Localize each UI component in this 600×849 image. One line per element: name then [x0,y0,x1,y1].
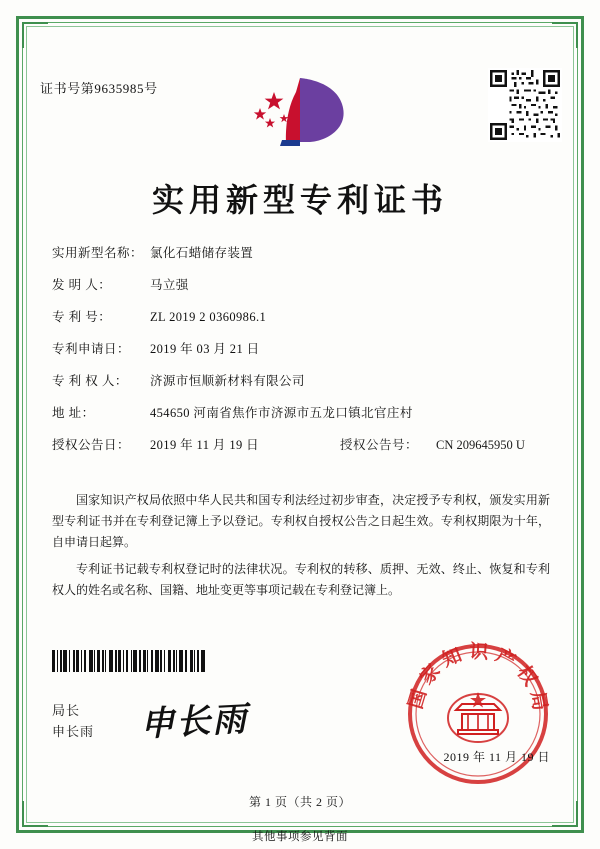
field-label: 专利申请日： [52,342,131,356]
field-row-patentee [52,372,548,390]
page-title: 实用新型专利证书 [151,181,448,219]
grant-date-label: 授权公告日： [52,438,131,452]
field-value: 454650 河南省焦作市济源市五龙口镇北官庄村 [150,406,413,420]
field-value: 氯化石蜡储存装置 [150,246,254,260]
qr-code-icon [488,68,562,142]
page-number: 第 1 页（共 2 页） [248,795,351,809]
field-value: ZL 2019 2 0360986.1 [150,310,267,324]
grant-number-value: CN 209645950 U [436,438,525,452]
corner-ornament-top-right [552,22,578,48]
footer-note: 其他事项参见背面 [252,831,348,843]
field-row-address [52,404,548,422]
official-seal [404,640,552,788]
field-value: 马立强 [150,278,189,292]
certificate-number: 证书号第9635985号 [40,81,158,96]
field-label: 实用新型名称： [52,246,144,260]
grant-date-value: 2019 年 11 月 19 日 [150,438,260,452]
field-row-inventor [52,276,548,294]
field-row-name [52,244,548,262]
field-label: 地 址： [52,406,95,420]
legal-text [52,490,550,607]
field-label: 发 明 人： [52,278,112,292]
corner-ornament-top-left [22,22,48,48]
field-row-grant-announcement [52,436,548,454]
svg-text:国家知识产权局: 国家知识产权局 [404,640,552,718]
director-name: 申长雨 [52,724,95,739]
legal-paragraph-1: 国家知识产权局依照中华人民共和国专利法经过初步审查，决定授予专利权，颁发实用新型专利证书并在专利登记簿上予以登记。专利权自授权公告之日起生效。专利权期限为十年，自申请日起算。 [52,493,550,549]
handwritten-signature: 申长雨 [139,699,250,745]
field-value: 2019 年 03 月 21 日 [150,342,260,356]
field-list [52,244,548,468]
field-label: 专 利 号： [52,310,112,324]
field-value: 济源市恒顺新材料有限公司 [150,374,305,388]
director-title: 局长 [52,703,81,718]
legal-paragraph-2: 专利证书记载专利权登记时的法律状况。专利权的转移、质押、无效、终止、恢复和专利权人的姓名或名称、国籍、地址变更等事项记载在专利登记簿上。 [52,562,550,597]
grant-number-label: 授权公告号： [340,438,419,452]
field-row-application-date [52,340,548,358]
field-label: 专 利 权 人： [52,374,128,388]
signature-labels [52,700,94,742]
patent-office-logo-icon [238,70,358,150]
barcode [52,650,248,672]
seal-date: 2019 年 11 月 19 日 [443,750,550,764]
field-row-patent-number [52,308,548,326]
